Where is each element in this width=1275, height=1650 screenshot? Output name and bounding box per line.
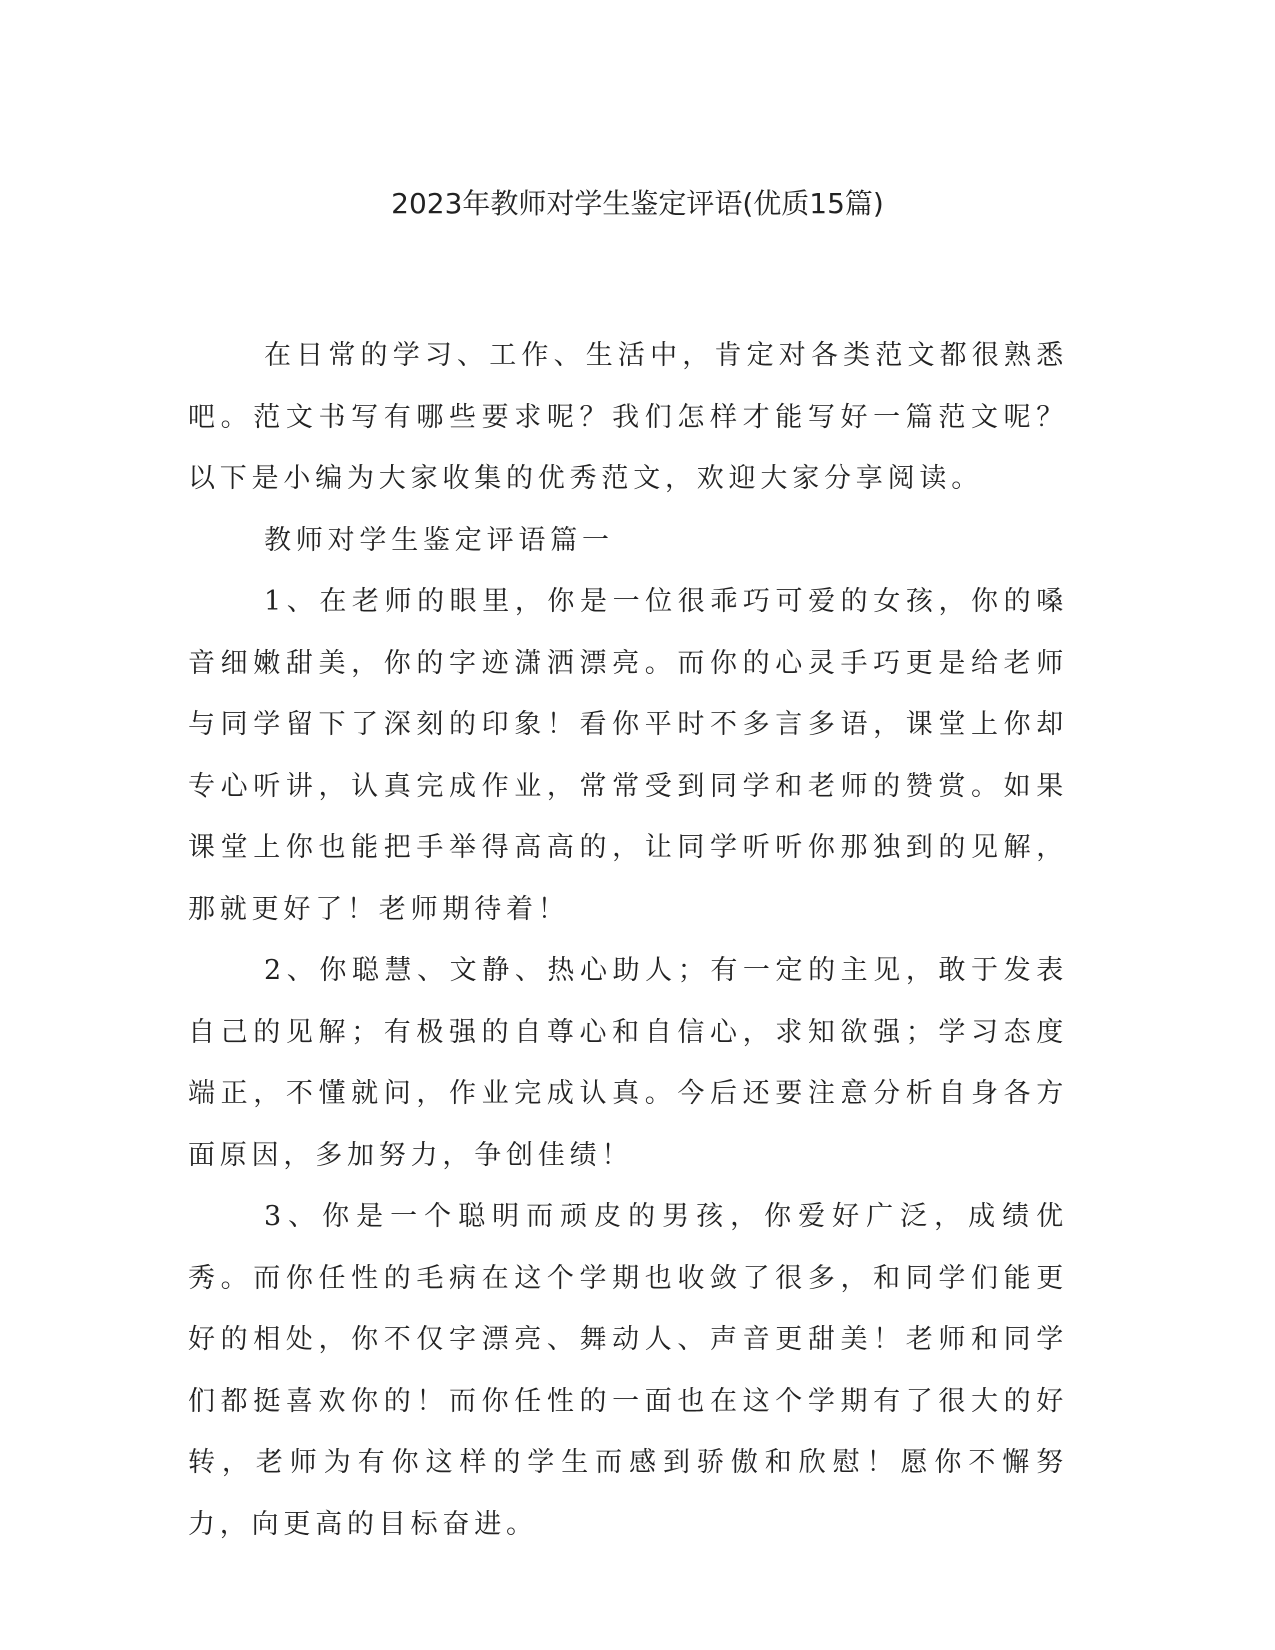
comment-paragraph-1: 1、在老师的眼里，你是一位很乖巧可爱的女孩，你的嗓音细嫩甜美，你的字迹潇洒漂亮。而你的心灵手巧更是给老师与同学留下了深刻的印象！看你平时不多言多语，课堂上你却专心听讲，认真完成作业，常常受到同学和老师的赞赏。如果课堂上你也能把手举得高高的，让同学听听你那独到的见解，那就更好了！老师期待着！ xyxy=(188,586,1068,925)
document-body xyxy=(188,325,1068,1555)
document-title: 2023年教师对学生鉴定评语(优质15篇) xyxy=(391,187,884,220)
section-heading: 教师对学生鉴定评语篇一 xyxy=(264,524,614,556)
comment-paragraph-3: 3、你是一个聪明而顽皮的男孩，你爱好广泛，成绩优秀。而你任性的毛病在这个学期也收敛了很多，和同学们能更好的相处，你不仅字漂亮、舞动人、声音更甜美！老师和同学们都挺喜欢你的！而你任性的一面也在这个学期有了很大的好转，老师为有你这样的学生而感到骄傲和欣慰！愿你不懈努力，向更高的目标奋进。 xyxy=(188,1201,1068,1540)
intro-paragraph: 在日常的学习、工作、生活中，肯定对各类范文都很熟悉吧。范文书写有哪些要求呢？我们怎样才能写好一篇范文呢？以下是小编为大家收集的优秀范文，欢迎大家分享阅读。 xyxy=(188,340,1068,494)
comment-paragraph-2: 2、你聪慧、文静、热心助人；有一定的主见，敢于发表自己的见解；有极强的自尊心和自信心，求知欲强；学习态度端正，不懂就问，作业完成认真。今后还要注意分析自身各方面原因，多加努力，争创佳绩！ xyxy=(188,955,1068,1171)
